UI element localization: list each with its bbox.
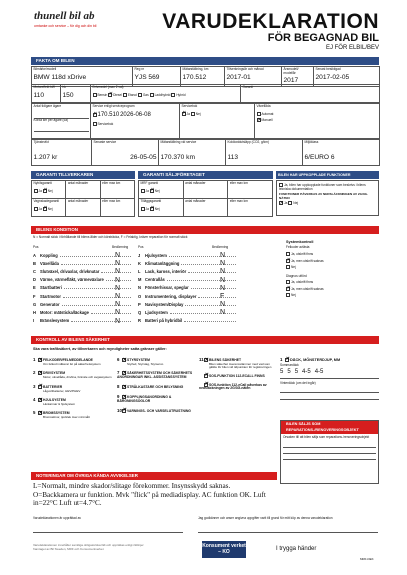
kondition-assessment: N: [115, 260, 121, 268]
kondition-pos-letter: K: [138, 260, 141, 266]
sakerhet-checkbox[interactable]: [122, 358, 126, 362]
felkoder-yes-checkbox[interactable]: [286, 252, 290, 256]
page-subtitle-2: EJ FÖR ELBIL/BEV: [325, 45, 379, 51]
kondition-pos-label: Startbatteri: [40, 285, 62, 291]
first-reg-cell: Tillverkningsår och månad 2017-01: [225, 67, 282, 87]
kondition-right-row: [138, 268, 238, 276]
fakta-row-2: [31, 84, 380, 103]
kw-cell: Motoreffekt kW 110: [32, 85, 61, 103]
mrf-yes-checkbox[interactable]: [141, 189, 145, 193]
kondition-pos-left: Pos: [33, 245, 39, 249]
kondition-pos-letter: G: [33, 301, 37, 307]
noteringar-lines: [33, 482, 379, 508]
gear-cell: Växellåda Automat ✕Manuell: [255, 104, 380, 139]
kondition-left-row: [33, 277, 133, 285]
nybil-no-checkbox[interactable]: [43, 189, 47, 193]
mrf-no-checkbox[interactable]: [150, 189, 154, 193]
kondition-right-row: [138, 318, 238, 326]
vagnskada-cell: Vagnskadegaranti Ja ✕ Nej: [32, 199, 66, 217]
warranty-cell: Servicebok ✕Ja Nej: [180, 104, 255, 139]
kondition-pos-letter: M: [138, 277, 142, 283]
reparation-text: Orsaken till att bilen säljs som reparations-/renoveringsobjekt: [283, 435, 370, 439]
hk-cell: hk 150: [61, 85, 91, 103]
kondition-right-list: [138, 252, 238, 326]
kondition-left-list: [33, 252, 133, 326]
sakerhet-item-desc: Motor, växellåda, drivlina, bränsle och avgassystem: [43, 375, 112, 380]
uppkopplade-box: Ja, bilen har uppkopplade funktioner som beskrivs i bilens tekniska dokumentation FUNKTIONER PÅVERKAS AV NEDSLÄCKNINGEN AV 2G/3G-NÄTEN ✕Ja Nej: [276, 180, 379, 216]
sakerhet-col-2: [117, 357, 195, 418]
kondition-assessment: N: [220, 252, 226, 259]
sakerhet-checkbox[interactable]: [38, 371, 42, 375]
kondition-pos-letter: C: [33, 269, 36, 275]
inspected-value: 2017-02-05: [315, 73, 350, 81]
kw-value: 110: [33, 91, 45, 99]
page-title-block: [162, 12, 379, 52]
kondition-intro: N = Normalt skick i förhållande till bilens ålder och körsträcka, F = Felaktig, kräver reparation för normalt skick: [33, 235, 188, 239]
kondition-left-row: [33, 301, 133, 309]
warranty-yes-checkbox[interactable]: [182, 112, 186, 116]
sakerhet-item: 2✕ DRIVSYSTEM Motor, växellåda, drivlina, bränsle och avgassystem: [33, 370, 113, 379]
kondition-pos-letter: P: [138, 301, 141, 307]
kondition-pos-label: Navisystem/Display: [145, 301, 184, 307]
nybil-months-cell: antal månader: [66, 181, 100, 199]
sakerhet-item-desc: Styrled, Styrstag, Styrservo: [127, 361, 164, 366]
service-date: 2026-06-08: [120, 111, 151, 118]
sakerhet-item: 11✕ BILENS SÄKERHET Bilen säkerhet överensstämmer med vad som gällde för bilen vid tidpunkten för registreringen: [199, 357, 275, 370]
garanti-left-table: [31, 180, 135, 217]
page-subtitle: FÖR BEGAGNAD BIL: [267, 32, 379, 44]
model-year-value: 2017: [283, 77, 299, 85]
kondition-assessment: F: [220, 292, 225, 300]
service-date-value: 26-05-05: [130, 153, 157, 161]
sakerhet-item-desc: Bilen säkerhet överensstämmer med vad som gällde för bilen vid tidpunkten för registreringen: [209, 361, 272, 370]
uppkopplade-checkbox[interactable]: [279, 183, 283, 187]
sakerhet-heading: KONTROLL AV BILENS SÄKERHET: [31, 336, 379, 344]
reparation-box: [280, 420, 379, 484]
trygga-text: I trygga händer: [276, 546, 317, 552]
kondition-pos-label: Startmotor: [40, 293, 61, 299]
kondition-pos-right: Pos: [138, 245, 144, 249]
page-title: VARUDEKLARATION: [162, 10, 379, 33]
gear-automat-checkbox[interactable]: [257, 112, 261, 116]
sakerhet-item: 1✕ FELKODER/FELMEDDELANDE Om felkod indikerar fel på säkerhetssystem: [33, 357, 113, 366]
sign-left-line[interactable]: [33, 532, 183, 533]
kondition-pos-label: Batteri på hybridbil: [145, 318, 183, 324]
sign-right-label: Jag godkänner och anser angivna uppgifter varit till grund för mitt köp av denna varudeklaration: [198, 516, 333, 520]
kondition-assessment: N: [220, 301, 226, 309]
sakerhet-item: 10✕ VARNINGS- OCH VARSELUTRUSTNING: [117, 408, 195, 414]
owners-cell: Antal tidigare ägare Körda km per ägare (ca): [32, 104, 91, 139]
kondition-right-row: [138, 293, 238, 301]
sakerhet-intro: Ska vara trafiksäkert, av tillverkaren och myndigheter satta gränser gäller:: [33, 347, 167, 351]
miles-value: 170.512: [182, 73, 207, 81]
co2-value: 113: [227, 153, 239, 161]
kondition-bed-left: Bedömning: [112, 245, 129, 249]
reg-value: YJS 569: [134, 73, 160, 81]
service-checkbox[interactable]: [93, 113, 97, 117]
kondition-left-row: [33, 260, 133, 268]
garanti-saljforetaget-heading: GARANTI SÄLJFÖRETAGET: [138, 171, 273, 179]
footer-text-2: framtaget av Bil Sweden, MRF och Konsumentverket: [33, 547, 104, 551]
kondition-pos-label: Ljudsystem: [145, 310, 168, 316]
diagnos-yes2-checkbox[interactable]: [286, 287, 290, 291]
kondition-assessment: N: [115, 301, 121, 309]
kondition-left-row: [33, 285, 133, 293]
sakerhet-checkbox[interactable]: [204, 374, 208, 378]
kondition-pos-letter: R: [138, 318, 141, 324]
fuel-gas-checkbox[interactable]: [138, 93, 142, 97]
kondition-pos-label: Lack, kaross, interiör: [145, 269, 187, 275]
kondition-left-row: [33, 268, 133, 276]
tillval-no-checkbox[interactable]: [150, 207, 154, 211]
first-reg-value: 2017-01: [226, 73, 251, 81]
model-year-cell: Årsmodell/ modellår 2017: [282, 67, 314, 87]
empty-cell: Garanti: [241, 85, 380, 103]
kondition-pos-letter: I: [33, 318, 35, 324]
konsumentverket-logo: Konsument verket – KO: [202, 541, 246, 558]
service-km: 170.510: [97, 111, 120, 118]
fuel-etanol-checkbox[interactable]: [123, 93, 127, 97]
tillval-cell: Tilläggsgaranti Ja ✕ Nej: [139, 199, 184, 217]
sakerhet-checkbox[interactable]: [122, 395, 126, 399]
gear-manuell-checkbox[interactable]: [257, 118, 261, 122]
vagnskada-km-cell: eller max km: [100, 199, 134, 217]
sakerhet-item: ✕SOS-FUNKTION 112-ECALL FINNS: [199, 374, 275, 379]
vagnskada-yes-checkbox[interactable]: [34, 207, 38, 211]
sign-left-label: Varudeklarationen är upprättad av: [33, 516, 81, 520]
uppkopplade-2g: FUNKTIONER PÅVERKAS AV NEDSLÄCKNINGEN AV 2G/3G-NÄTEN: [279, 192, 369, 200]
note-line-2: O=Backkamera ur funktion. Mvk "flick" på mediadisplay. AC funktion OK. Luft: [33, 490, 266, 499]
kondition-pos-label: Koppling: [40, 252, 58, 258]
service-book-checkbox[interactable]: [93, 122, 97, 126]
kondition-right-row: [138, 301, 238, 309]
kondition-pos-letter: E: [33, 285, 36, 291]
sakerhet-item-desc: Om felkod indikerar fel på säkerhetssystem: [43, 361, 101, 366]
kondition-pos-label: Centrallås: [145, 277, 165, 283]
kondition-assessment: N: [115, 276, 121, 284]
garanti-tillverkaren-heading: GARANTI TILLVERKAREN: [31, 171, 135, 179]
mrf-months-cell: antal månader: [183, 181, 228, 199]
fuel-bensin-checkbox[interactable]: [93, 93, 97, 97]
kondition-assessment: N: [115, 252, 121, 259]
curb-cell: Tjänstevikt 1.207 kr: [32, 140, 92, 166]
tillval-months-cell: antal månader: [183, 199, 228, 217]
model-value: BMW 118d xDrive: [33, 73, 87, 81]
tillval-km-cell: eller max km: [228, 199, 273, 217]
uppkopplade-heading: BILEN HAR UPPKOPPLADE FUNKTIONER: [276, 171, 379, 179]
dack-checkbox[interactable]: [285, 358, 289, 362]
sakerhet-checkbox[interactable]: [38, 398, 42, 402]
sakerhet-item: 8✕ STRÅLKASTARE OCH BELYSNING: [117, 384, 195, 390]
warranty-no-checkbox[interactable]: [191, 112, 195, 116]
sakerhet-checkbox[interactable]: [38, 385, 42, 389]
curb-value: 1.207 kr: [33, 153, 58, 161]
kondition-assessment: N: [115, 284, 121, 292]
service-km-value: 170.370 km: [160, 153, 195, 161]
felkoder-yes2-checkbox[interactable]: [286, 259, 290, 263]
kondition-pos-letter: J: [138, 252, 141, 258]
mrf-km-cell: eller max km: [228, 181, 273, 199]
kondition-pos-letter: Q: [138, 310, 142, 316]
miles-cell: Mätarställning, km 170.512: [181, 67, 225, 87]
sakerhet-checkbox[interactable]: [38, 411, 42, 415]
felkoder-no-checkbox[interactable]: [286, 265, 290, 269]
kondition-assessment: N: [220, 284, 226, 292]
kondition-pos-label: Generator: [40, 301, 60, 307]
sakerhet-checkbox[interactable]: [122, 409, 126, 413]
diagnos-label: Diagnos utförd: [286, 273, 307, 278]
inspected-cell: Senast besiktigad 2017-02-05: [314, 67, 380, 87]
kondition-pos-letter: O: [138, 293, 142, 299]
sakerhet-item-desc: Bromsskivor, tjocklek över minimått: [43, 415, 90, 420]
kondition-assessment: N: [115, 292, 121, 300]
kondition-bed-right: Bedömning: [212, 245, 229, 249]
nybil-km-cell: eller max km: [100, 181, 134, 199]
sommardack-values: 5 5 5 4-5 4-5: [280, 369, 324, 376]
kondition-pos-label: Fönsterhissar, speglar: [145, 285, 189, 291]
reg-cell: Reg nr YJS 569: [133, 67, 181, 87]
kondition-assessment: N: [115, 268, 121, 276]
kondition-assessment: N: [115, 317, 121, 325]
sakerhet-item: 3✕ BATTERIER Lågvoltbatterier, HEV/PHEV: [33, 384, 113, 393]
sakerhet-checkbox[interactable]: [122, 371, 126, 375]
service-km-cell: Mätarställning vid service 170.370 km: [159, 140, 226, 166]
fuel-cell: Drivmedel (max 2 val) Bensin ✕ Diesel Etanol Gas Laddhybrid Hybrid: [91, 85, 241, 103]
form-code: MRF-DEK: [360, 557, 374, 561]
kondition-assessment: N: [220, 260, 226, 268]
kondition-left-row: [33, 318, 133, 326]
euro-cell: Miljöklass 6/EURO 6: [303, 140, 380, 166]
fuel-hybrid-checkbox[interactable]: [171, 93, 175, 97]
vagnskada-no-checkbox[interactable]: [43, 207, 47, 211]
kondition-pos-letter: N: [138, 285, 141, 291]
kondition-right-row: [138, 285, 238, 293]
tillval-yes-checkbox[interactable]: [141, 207, 145, 211]
kondition-right-row: [138, 252, 238, 260]
hk-value: 150: [62, 91, 74, 99]
mrf-cell: MRF garanti Ja ✕ Nej: [139, 181, 184, 199]
nybil-yes-checkbox[interactable]: [34, 189, 38, 193]
kondition-assessment: N: [115, 309, 121, 317]
kondition-right-row: [138, 277, 238, 285]
kondition-pos-letter: F: [33, 293, 36, 299]
kondition-pos-letter: A: [33, 252, 36, 258]
kondition-assessment: N: [220, 268, 226, 276]
kondition-pos-label: Instrumentering, displayer: [145, 293, 197, 299]
kondition-right-row: [138, 260, 238, 268]
footer-text-1: Varudeklarationen innehåller samtliga obligatoriska fält och upprättas enligt riktlinjer: [33, 543, 144, 547]
sign-right-line[interactable]: [198, 532, 378, 533]
logo-text: thunell bil ab: [34, 10, 95, 22]
diagnos-yes-checkbox[interactable]: [286, 280, 290, 284]
kondition-pos-label: Bränslesystem: [40, 318, 70, 324]
sakerhet-checkbox[interactable]: [38, 358, 42, 362]
kondition-pos-label: Motor: mätsticka/läckage: [40, 310, 89, 316]
systemkontroll: Systemkontroll Felkoder avlästa Ja, utskrift finns ✕Ja, men utskrift saknas Nej Diagnos utförd Ja, utskrift finns ✕Ja, men utskrift saknas Nej: [286, 240, 379, 298]
sakerhet-col-1: [33, 357, 113, 424]
service-cell: Service enligt serviceprogram ✕170.510 2026-06-08 Servicebok: [91, 104, 180, 139]
sakerhet-item: 4✕ HJULSYSTEM Länkarmar & hjulsystem: [33, 397, 113, 406]
note-line-1: L=Normalt, mindre skador/slitage förekommer. Insynsskydd saknas.: [33, 482, 231, 490]
sakerhet-item: 9✕ KOPPLINGSANORDNING & BÄRGNINGSÖGLOR: [117, 394, 195, 404]
kondition-pos-letter: L: [138, 269, 141, 275]
sommardack-label: Sommardäck: [280, 363, 299, 368]
kondition-pos-letter: H: [33, 310, 36, 316]
vinterdack-label: Vinterdäck (om det ingår): [280, 380, 316, 385]
vagnskada-months-cell: antal månader: [66, 199, 100, 217]
kondition-pos-label: Slutväxel, drivaxlar, drivknutar: [40, 269, 100, 275]
kondition-pos-label: Värme, värmefläkt, värmeväxlare: [40, 277, 104, 283]
fuel-laddhybrid-checkbox[interactable]: [150, 93, 154, 97]
2g-no-checkbox[interactable]: [288, 201, 292, 205]
dack-block: 1✕ DÄCK, MÖNSTERDJUP, MM Sommardäck 5 5 5 4-5 4-5 Vinterdäck (om det ingår): [280, 357, 379, 400]
kondition-pos-label: Hjulsystem: [145, 252, 167, 258]
kondition-pos-label: Växellåda: [40, 260, 59, 266]
logo-tagline: omtanke och service – för dig och din bil: [34, 23, 97, 28]
systemkontroll-title: Systemkontroll: [286, 240, 314, 244]
sakerhet-item-desc: Länkarmar & hjulsystem: [43, 401, 76, 406]
kondition-right-row: [138, 309, 238, 317]
sakerhet-col-3: [199, 357, 275, 395]
sakerhet-item: 5✕ BROMSSYSTEM Bromsskivor, tjocklek över minimått: [33, 410, 113, 419]
sakerhet-checkbox[interactable]: [122, 385, 126, 389]
nybil-cell: Nybilsgaranti Ja ✕ Nej: [32, 181, 66, 199]
fakta-heading: FAKTA OM BILEN: [31, 57, 379, 65]
kondition-pos-label: Klimatanläggning: [145, 260, 180, 266]
kondition-assessment: N: [220, 276, 226, 284]
garanti-mid-table: [138, 180, 273, 217]
fakta-row-4: [31, 139, 380, 166]
sakerhet-item: ✕SOS-funktion 112-eCall påverkas av nedsläckningen av 2G/3G-näten: [199, 383, 275, 392]
company-logo: [34, 10, 134, 28]
note-line-3: in=22°C Luft ut=4.7°C.: [33, 499, 102, 508]
sakerhet-item: 6✕ STYRSYSTEM Styrled, Styrstag, Styrservo: [117, 357, 195, 366]
sakerhet-checkbox[interactable]: [204, 383, 208, 387]
kondition-pos-letter: B: [33, 260, 36, 266]
diagnos-no-checkbox[interactable]: [286, 293, 290, 297]
felkoder-label: Felkoder avlästa: [286, 245, 310, 250]
reparation-heading: BILEN SÄLJS SOM REPARATIONS-/RENOVERINGSOBJEKT: [281, 421, 378, 434]
model-cell: Bilmärke/modell BMW 118d xDrive: [32, 67, 133, 87]
sakerhet-item: 7✕ SÄKERHETSSYSTEM OCH SÄKERHETS ANORDNINGAR INKL. ASSISTANSSYSTEM: [117, 370, 195, 380]
euro-value: 6/EURO 6: [304, 153, 335, 161]
noteringar-heading: NOTERINGAR OM ÖVRIGA KÄNDA AVVIKELSER: [31, 472, 277, 480]
sakerhet-checkbox[interactable]: [204, 358, 208, 362]
kondition-left-row: [33, 309, 133, 317]
fuel-diesel-checkbox[interactable]: [108, 93, 112, 97]
sakerhet-item-desc: Lågvoltbatterier, HEV/PHEV: [43, 388, 81, 393]
co2-cell: Koldioxidutsläpp (CO2, g/km) 113: [226, 140, 303, 166]
service-date-cell: Senaste service 26-05-05: [92, 140, 159, 166]
kondition-heading: BILENS KONDITION: [31, 226, 379, 234]
kondition-left-row: [33, 252, 133, 260]
fakta-row-3: [31, 103, 380, 139]
kondition-pos-letter: D: [33, 277, 36, 283]
kondition-assessment: N: [220, 309, 226, 317]
2g-yes-checkbox[interactable]: [279, 201, 283, 205]
kondition-left-row: [33, 293, 133, 301]
